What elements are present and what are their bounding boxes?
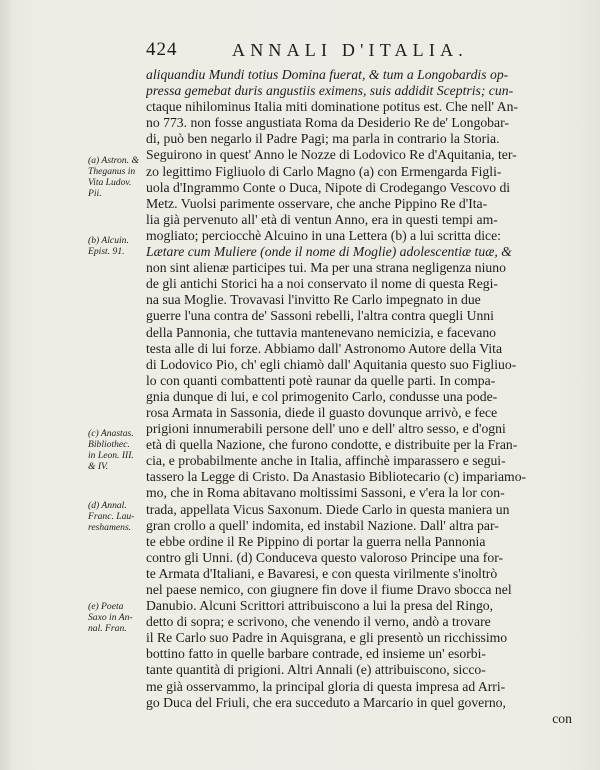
margin-note-line: (d) Annal. [88, 500, 127, 511]
text-line: pressa gemebat duris angustiis eximens, suis addidit Sceptris; cun- [146, 83, 514, 99]
text-line: te Armata d'Italiani, e Bavaresi, e con questa virilmente s'inoltrò [146, 565, 498, 581]
text-line: il Re Carlo suo Padre in Aquisgrana, e gli presentò un ricchissimo [146, 630, 508, 646]
text-line: rosa Armata in Sassonia, diede il guasto dovunque arrivò, e fece [146, 404, 498, 420]
text-line: de gli antichi Storici ha a noi conservato il nome di questa Regi- [146, 276, 498, 292]
margin-note-line: nal. Fran. [88, 623, 127, 634]
text-line: Danubio. Alcuni Scrittori attribuiscono a lui la presa del Ringo, [146, 598, 494, 614]
text-line: gran crollo a quell' indomita, ed instabil Nazione. Dall' altra par- [146, 517, 499, 533]
margin-note-line: & IV. [88, 461, 109, 472]
running-title: ANNALI D'ITALIA. [232, 40, 468, 60]
margin-note-line: reshamens. [88, 522, 132, 533]
margin-note-c [88, 428, 150, 472]
margin-note-line: Franc. Lau- [88, 511, 135, 522]
text-line: Metz. Vuolsi parimente osservare, che anche Pippino Re d'Ita- [146, 195, 488, 211]
margin-note-line: Epist. 91. [88, 246, 125, 257]
text-line: tassero la Legge di Cristo. Da Anastasio Bibliotecario (c) impariamo- [146, 469, 527, 485]
margin-note-line: Theganus in [88, 166, 136, 177]
catchword: con [552, 710, 572, 726]
text-line: Seguirono in quest' Anno le Nozze di Lodovico Re d'Aquitania, ter- [146, 147, 517, 163]
text-line: te ebbe ordine il Re Pippino di portar la guerra nella Pannonia [146, 533, 486, 549]
running-head [146, 39, 586, 65]
text-line: di Lodovico Pio, ch' egli chiamò dall' Aquitania questo suo Figliuo- [146, 356, 517, 372]
text-line: età di quella Nazione, che furono condotte, e distribuite per la Fran- [146, 437, 518, 453]
margin-note-line: (a) Astron. & [88, 155, 139, 166]
text-line: bottino fatto in quelle barbare contrade, ed insieme un' esorbi- [146, 646, 486, 662]
text-line: zo legittimo Figliuolo di Carlo Magno (a) con Ermengarda Figli- [146, 163, 502, 179]
text-line: me già osservammo, la principal gloria di questa impresa ad Arri- [146, 678, 506, 694]
text-line: della Pannonia, che tuttavia mantenevano nemicizia, e facevano [146, 324, 497, 340]
margin-note-line: in Leon. III. [88, 450, 134, 461]
text-line: non sint alienæ participes tui. Ma per una strana negligenza niuno [146, 260, 506, 276]
text-line: detto di sopra; e scrivono, che venendo il verno, andò a trovare [146, 614, 491, 630]
text-line: lia già pervenuto all' età di ventun Anno, era in questi tempi am- [146, 211, 498, 227]
text-line: ctaque nihilominus Italia miti dominatione potitus est. Che nell' An- [146, 99, 518, 115]
text-line: uola d'Ingrammo Conte o Duca, Nipote di Crodegango Vescovo di [146, 179, 511, 195]
text-line: go Duca del Friuli, che era succeduto a Marcario in quel governo, [146, 694, 506, 710]
margin-note-line: (e) Poeta [88, 601, 124, 612]
margin-note-line: Saxo in An- [88, 612, 133, 623]
text-line: nel paese nemico, con giugnere fin dove il fiume Dravo sbocca nel [146, 582, 512, 597]
margin-note-line: Bibliothec. [88, 439, 130, 450]
text-line: testa alle di lui forze. Abbiamo dall' Astronomo Autore della Vita [146, 340, 503, 356]
text-line: mogliato; perciocchè Alcuino in una Lettera (b) a lui scritta dice: [146, 227, 501, 243]
margin-note-b [88, 235, 150, 257]
text-line: aliquandiu Mundi totius Domina fuerat, & tum a Longobardis op- [146, 67, 509, 82]
text-line: no 773. non fosse angustiata Roma da Desiderio Re de' Longobar- [146, 115, 509, 131]
margin-note-line: Vita Ludov. [88, 177, 132, 188]
text-line: na sua Moglie. Trovavasi l'invitto Re Carlo impegnato in due [146, 292, 481, 308]
text-line: trada, appellata Vicus Saxonum. Diede Carlo in questa maniera un [146, 501, 510, 517]
margin-note-line: (c) Anastas. [88, 428, 134, 439]
margin-note-e [88, 601, 150, 634]
text-line: tante quantità di prigioni. Altri Annali (e) attribuiscono, sicco- [146, 662, 486, 678]
margin-notes [82, 0, 146, 770]
text-line: guerre l'una contra de' Sassoni rebelli, l'altra contra quegli Unni [146, 308, 494, 324]
text-line: mo, che in Roma abitavano moltissimi Sassoni, e v'era la lor con- [146, 485, 505, 501]
text-line: gnia dunque di lui, e col primogenito Carlo, condusse una pode- [146, 388, 498, 404]
text-line: di, può ben negarlo il Padre Pagi; ma parla in contrario la Storia. [146, 131, 500, 147]
page-number: 424 [146, 39, 178, 60]
body-text [146, 67, 586, 727]
margin-note-d [88, 500, 150, 533]
text-line: cia, e probabilmente anche in Italia, affinchè imparassero e segui- [146, 453, 506, 469]
margin-note-a [88, 155, 150, 199]
margin-note-line: Pii. [88, 188, 102, 199]
text-line: prigioni innumerabili persone dell' uno e dell' altro sesso, e d'ogni [146, 421, 506, 437]
text-line: Lætare cum Muliere (onde il nome di Moglie) adolescentiæ tuæ, & [146, 244, 512, 260]
text-line: contro gli Unni. (d) Conduceva questo valoroso Principe una for- [146, 549, 504, 565]
margin-note-line: (b) Alcuin. [88, 235, 129, 246]
text-line: lo con quanti combattenti potè raunar da quelle parti. In compa- [146, 372, 496, 388]
